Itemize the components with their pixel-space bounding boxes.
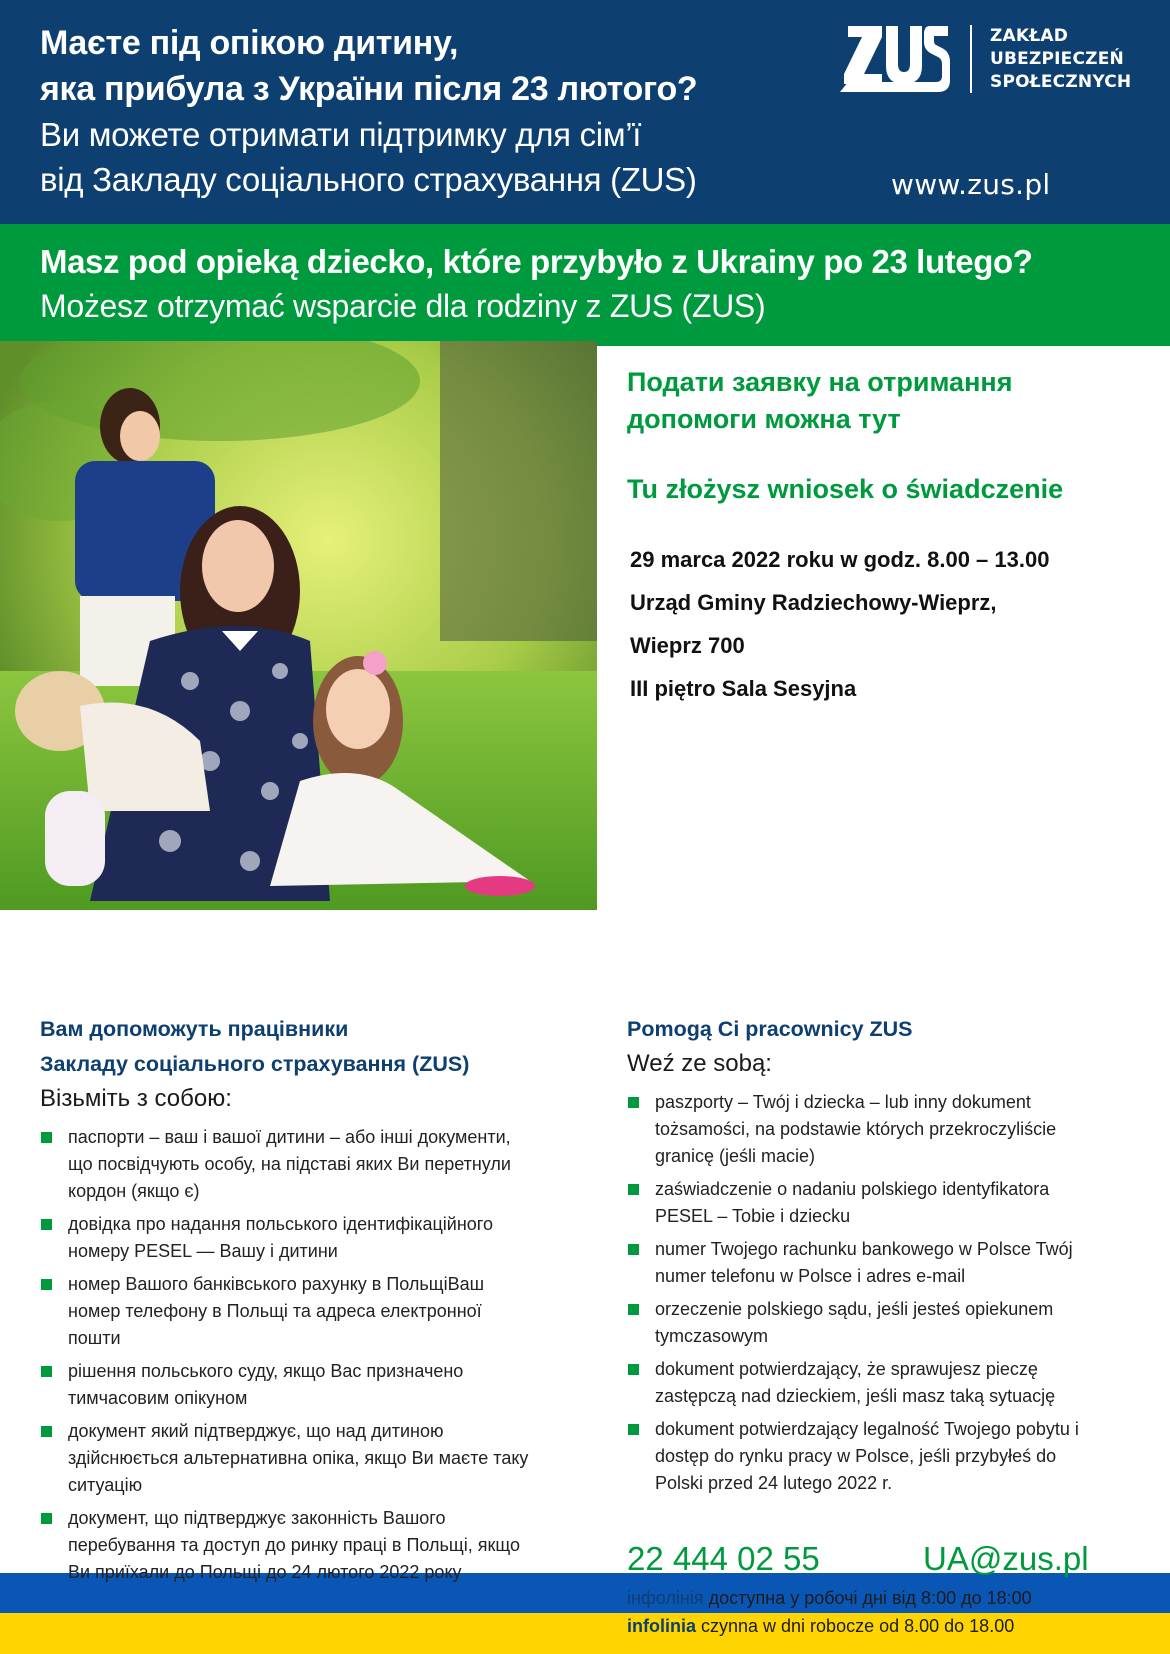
website-link[interactable]: www.zus.pl (891, 168, 1051, 201)
list-item-text: orzeczenie polskiego sądu, jeśli jesteś opiekunem tymczasowym (655, 1299, 1054, 1346)
ua-column-subtitle: Візьміть з собою: (40, 1085, 232, 1112)
ua-application-title-line-2: допомоги можна тут (627, 404, 901, 434)
list-item (627, 1296, 1107, 1350)
square-bullet-icon (628, 1364, 639, 1375)
list-item-text: dokument potwierdzający, że sprawujesz pieczę zastępczą nad dzieckiem, jeśli masz taką sytuację (655, 1359, 1056, 1406)
list-item (40, 1124, 530, 1205)
square-bullet-icon (628, 1097, 639, 1108)
event-venue: Urząd Gminy Radziechowy-Wieprz, (630, 590, 997, 615)
ua-infoline-hours (627, 1588, 1032, 1609)
ua-application-title-line-1: Подати заявку на отримання (627, 367, 1013, 397)
square-bullet-icon (628, 1244, 639, 1255)
contact-email[interactable]: UA@zus.pl (923, 1540, 1089, 1577)
list-item (40, 1418, 530, 1499)
list-item (40, 1358, 530, 1412)
list-item-text: номер Вашого банківського рахунку в ПольщіВаш номер телефону в Польщі та адреса електронної пошти (68, 1274, 485, 1348)
list-item (40, 1211, 530, 1265)
square-bullet-icon (41, 1366, 52, 1377)
logo-text-line-3: SPOŁECZNYCH (990, 71, 1132, 92)
list-item (627, 1089, 1107, 1170)
square-bullet-icon (41, 1279, 52, 1290)
list-item (627, 1416, 1107, 1497)
list-item-text: numer Twojego rachunku bankowego w Polsce Twój numer telefonu w Polsce i adres e-mail (655, 1239, 1073, 1286)
list-item (40, 1271, 530, 1352)
logo-divider (970, 25, 972, 93)
pl-column-subtitle: Weź ze sobą: (627, 1050, 772, 1077)
ua-headline-line-1: Маєте під опікою дитину, (40, 24, 459, 62)
ua-column-title-line-2: Закладу соціального страхування (ZUS) (40, 1052, 470, 1076)
list-item-text: рішення польського суду, якщо Вас призначено тимчасовим опікуном (68, 1361, 464, 1408)
square-bullet-icon (41, 1426, 52, 1437)
list-item (40, 1505, 530, 1586)
list-item-text: dokument potwierdzający legalność Twojego pobytu i dostęp do rynku pracy w Polsce, jeśli przybyłeś do Polski przed 24 lutego 2022 r. (655, 1419, 1079, 1493)
list-item-text: документ, що підтверджує законність Вашого перебування та доступ до ринку праці в Польщі, якщо Ви приїхали до Польщі до 24 лютого 2022 року (68, 1508, 520, 1582)
ua-subheadline-line-1: Ви можете отримати підтримку для сім’ї (40, 116, 642, 153)
ua-headline-line-2: яка прибула з України після 23 лютого? (40, 70, 698, 108)
zus-logo-icon (838, 24, 950, 94)
logo-text-line-2: UBEZPIECZEŃ (990, 48, 1124, 69)
ua-infoline-hours-text: доступна у робочі дні від 8:00 до 18:00 (703, 1588, 1032, 1608)
infoline-phone[interactable]: 22 444 02 55 (627, 1540, 820, 1577)
ua-column-title-line-1: Вам допоможуть працівники (40, 1017, 349, 1041)
pl-documents-list (627, 1089, 1167, 1497)
pl-documents-column (627, 1012, 1167, 1503)
event-address: Wieprz 700 (630, 633, 745, 658)
top-header (0, 0, 1170, 224)
pl-subheadline: Możesz otrzymać wsparcie dla rodziny z ZUS (ZUS) (40, 288, 766, 324)
list-item (627, 1236, 1107, 1290)
square-bullet-icon (41, 1132, 52, 1143)
square-bullet-icon (628, 1424, 639, 1435)
logo-text (990, 25, 1131, 94)
square-bullet-icon (628, 1304, 639, 1315)
square-bullet-icon (41, 1219, 52, 1230)
pl-headline: Masz pod opieką dziecko, które przybyło z Ukrainy po 23 lutego? (40, 243, 1033, 280)
event-room: III piętro Sala Sesyjna (630, 676, 857, 701)
list-item-text: zaświadczenie o nadaniu polskiego identyfikatora PESEL – Tobie i dziecku (655, 1179, 1050, 1226)
family-photo-image (0, 341, 597, 910)
logo-text-line-1: ZAKŁAD (990, 25, 1069, 46)
family-photo (0, 341, 597, 910)
ua-subheadline-line-2: від Закладу соціального страхування (ZUS) (40, 161, 697, 198)
pl-infoline-hours-text: czynna w dni robocze od 8.00 do 18.00 (696, 1616, 1015, 1636)
list-item (627, 1176, 1107, 1230)
square-bullet-icon (628, 1184, 639, 1195)
event-details (627, 538, 1147, 710)
ua-headline (40, 20, 800, 202)
ua-documents-column (40, 1012, 580, 1592)
square-bullet-icon (41, 1513, 52, 1524)
ua-infoline-keyword: інфолінія (627, 1588, 704, 1608)
list-item-text: паспорти – ваш і вашої дитини – або інші документи, що посвідчують особу, на підставі яких Ви перетнули кордон (якщо є) (68, 1127, 511, 1201)
zus-logo (838, 24, 1131, 94)
list-item-text: довідка про надання польського ідентифікаційного номеру PESEL — Вашу і дитини (68, 1214, 493, 1261)
application-info (627, 364, 1147, 710)
pl-application-title: Tu złożysz wniosek o świadczenie (627, 474, 1064, 504)
pl-column-title: Pomogą Ci pracownicy ZUS (627, 1017, 913, 1041)
event-date-time: 29 marca 2022 roku w godz. 8.00 – 13.00 (630, 547, 1050, 572)
pl-headline-band (0, 224, 1170, 346)
pl-infoline-hours (627, 1616, 1014, 1637)
ua-documents-list (40, 1124, 580, 1586)
list-item (627, 1356, 1107, 1410)
list-item-text: документ який підтверджує, що над дитиною здійснюється альтернативна опіка, якщо Ви маєте таку ситуацію (68, 1421, 529, 1495)
list-item-text: paszporty – Twój i dziecka – lub inny dokument tożsamości, na podstawie których przekroczyliście granicę (jeśli macie) (655, 1092, 1057, 1166)
pl-infoline-keyword: infolinia (627, 1616, 696, 1636)
